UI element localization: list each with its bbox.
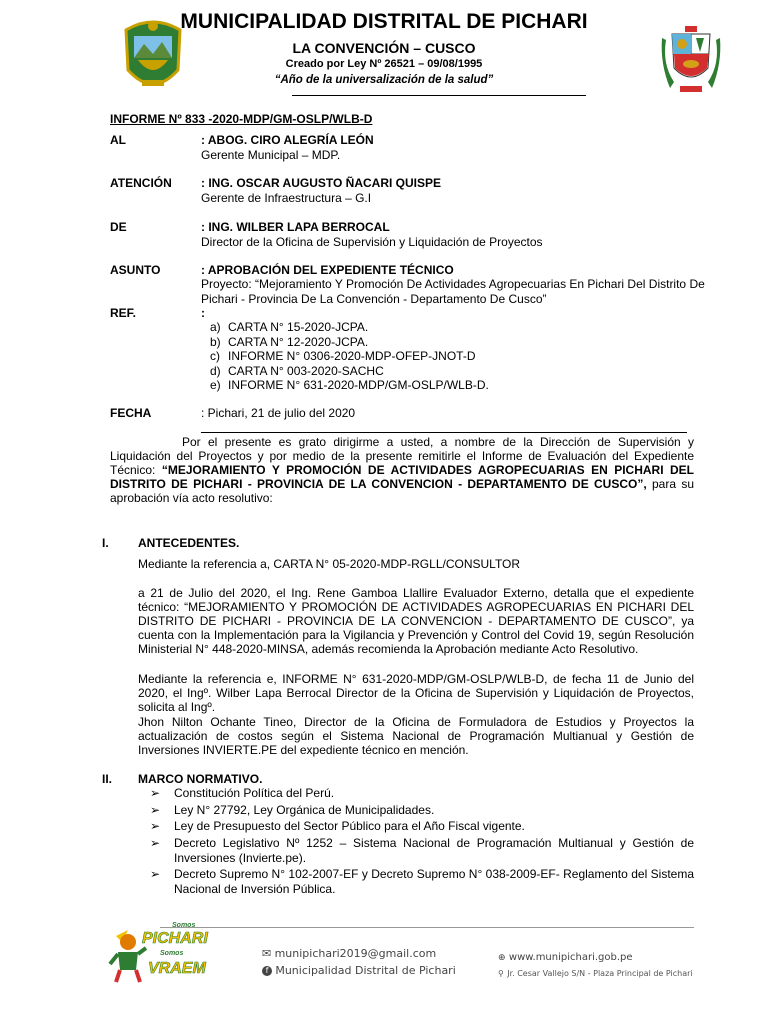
header-title: MUNICIPALIDAD DISTRITAL DE PICHARI bbox=[180, 10, 588, 33]
reference-item bbox=[210, 335, 489, 350]
normative-text: Decreto Legislativo Nº 1252 – Sistema Nacional de Programación Multianual y Gestión de Inversiones (Invierte.pe). bbox=[174, 835, 694, 865]
arrow-bullet-icon: ➢ bbox=[150, 819, 161, 833]
normative-text: Constitución Política del Perú. bbox=[174, 786, 335, 800]
location-pin-icon: ⚲ bbox=[498, 969, 504, 978]
footer-email-row bbox=[262, 946, 436, 960]
normative-item bbox=[150, 867, 694, 897]
normative-item bbox=[150, 786, 694, 801]
reference-letter: a) bbox=[210, 320, 221, 334]
antecedentes-paragraph-3: Mediante la referencia e, INFORME N° 631-2020-MDP/GM-OSLP/WLB-D, de fecha 11 de Junio del 2020, el Ingº. Wilber Lapa Berrocal Director de la Oficina de Supervisión y Liquidación de Proyectos, solicita al Ingº. bbox=[138, 672, 694, 714]
globe-icon: ⊕ bbox=[498, 953, 506, 963]
normative-text: Ley de Presupuesto del Sector Público para el Año Fiscal vigente. bbox=[174, 819, 525, 833]
reference-letter: b) bbox=[210, 334, 221, 349]
logo-somos-bottom: Somos bbox=[160, 950, 184, 957]
header-year-motto: “Año de la universalización de la salud” bbox=[274, 74, 494, 86]
field-ref-colon: : bbox=[201, 306, 205, 320]
date-divider bbox=[201, 432, 687, 433]
reference-letter: d) bbox=[210, 363, 221, 378]
intro-paragraph bbox=[110, 435, 694, 505]
footer-facebook[interactable]: Municipalidad Distrital de Pichari bbox=[275, 964, 456, 977]
field-fecha-value: : Pichari, 21 de julio del 2020 bbox=[201, 406, 356, 420]
antecedentes-paragraph-1: Mediante la referencia a, CARTA N° 05-2020-MDP-RGLL/CONSULTOR bbox=[138, 557, 521, 571]
reference-item bbox=[210, 349, 489, 364]
field-al-role: Gerente Municipal – MDP. bbox=[201, 148, 341, 162]
report-number: INFORME Nº 833 -2020-MDP/GM-OSLP/WLB-D bbox=[110, 112, 373, 126]
field-asunto-project-line2: Pichari - Provincia De La Convención - Departamento De Cusco” bbox=[201, 292, 547, 306]
field-label-al: AL bbox=[110, 133, 126, 147]
facebook-icon: f bbox=[262, 966, 272, 976]
mail-icon: ✉ bbox=[262, 947, 272, 960]
footer-web-row bbox=[498, 949, 633, 963]
intro-text: Por el presente es grato dirigirme a usted, a nombre de la Dirección de Supervisión y Liquidación del Proyectos y por medio de la presente remitirle el Informe de Evaluación del Expediente Técnico: bbox=[110, 435, 694, 477]
arrow-bullet-icon: ➢ bbox=[150, 835, 161, 850]
reference-text: INFORME N° 631-2020-MDP/GM-OSLP/WLB-D. bbox=[228, 378, 489, 392]
reference-item bbox=[210, 364, 489, 379]
field-de-name: : ING. WILBER LAPA BERROCAL bbox=[201, 220, 390, 234]
reference-text: CARTA N° 15-2020-JCPA. bbox=[228, 320, 369, 334]
field-atencion-role: Gerente de Infraestructura – G.I bbox=[201, 191, 372, 205]
section-number-2: II. bbox=[102, 772, 113, 786]
header-subtitle: LA CONVENCIÓN – CUSCO bbox=[292, 40, 476, 56]
antecedentes-paragraph-4: Jhon Nilton Ochante Tineo, Director de la Oficina de Formuladora de Estudios y Proyectos la actualización de costos según el Sistema Nacional de Programación Multianual y Gestión de Inversiones INVIERTE.PE del expediente técnico en mención. bbox=[138, 715, 694, 757]
normative-list bbox=[150, 786, 694, 899]
somos-pichari-vraem-logo bbox=[108, 922, 220, 986]
reference-item bbox=[210, 378, 489, 393]
normative-item bbox=[150, 836, 694, 866]
header-divider bbox=[292, 95, 586, 96]
footer-divider bbox=[160, 927, 694, 928]
reference-item bbox=[210, 320, 489, 335]
reference-text: INFORME N° 0306-2020-MDP-OFEP-JNOT-D bbox=[228, 349, 476, 363]
footer-facebook-row bbox=[262, 963, 456, 977]
intro-project-name: “MEJORAMIENTO Y PROMOCIÓN DE ACTIVIDADES AGROPECUARIAS EN PICHARI DEL DISTRITO DE PICHARI - PROVINCIA DE LA CONVENCION - DEPARTAMENTO DE CUSCO”, bbox=[110, 463, 694, 491]
logo-somos-top: Somos bbox=[172, 922, 196, 929]
field-al-name: : ABOG. CIRO ALEGRÍA LEÓN bbox=[201, 133, 374, 147]
antecedentes-paragraph-2: a 21 de Julio del 2020, el Ing. Rene Gamboa Llallire Evaluador Externo, detalla que el expediente técnico: “MEJORAMIENTO Y PROMOCIÓN DE ACTIVIDADES AGROPECUARIAS EN PICHARI DEL DISTRITO DE PICHARI - PROVINCIA DE LA CONVENCION - DEPARTAMENTO DE CUSCO”, ya cuenta con la Implementación para la Vigilancia y Prevención y Control del Covid 19, según Resolución Ministerial N° 448-2020-MINSA, además recomienda la Aprobación mediante Acto Resolutivo. bbox=[138, 586, 694, 656]
field-asunto-title: : APROBACIÓN DEL EXPEDIENTE TÉCNICO bbox=[201, 263, 454, 277]
field-label-fecha: FECHA bbox=[110, 406, 152, 420]
section-title-marco-normativo: MARCO NORMATIVO. bbox=[138, 772, 263, 786]
normative-item bbox=[150, 819, 694, 834]
header-creation-law: Creado por Ley Nº 26521 – 09/08/1995 bbox=[285, 58, 483, 70]
field-label-de: DE bbox=[110, 220, 127, 234]
footer-email[interactable]: munipichari2019@gmail.com bbox=[274, 947, 437, 960]
normative-text: Ley N° 27792, Ley Orgánica de Municipalidades. bbox=[174, 802, 435, 817]
field-de-role: Director de la Oficina de Supervisión y Liquidación de Proyectos bbox=[201, 235, 543, 249]
reference-list bbox=[210, 320, 489, 393]
intro-tail: para su aprobación vía acto resolutivo: bbox=[110, 477, 695, 505]
arrow-bullet-icon: ➢ bbox=[150, 867, 161, 881]
field-label-asunto: ASUNTO bbox=[110, 263, 161, 277]
field-label-ref: REF. bbox=[110, 306, 137, 320]
logo-pichari: PICHARI bbox=[142, 930, 208, 947]
field-label-atencion: ATENCIÓN bbox=[110, 176, 172, 190]
footer-address: Jr. Cesar Vallejo S/N - Plaza Principal de Pichari bbox=[507, 969, 693, 978]
arrow-bullet-icon: ➢ bbox=[150, 786, 161, 800]
footer-website[interactable]: www.munipichari.gob.pe bbox=[508, 952, 633, 963]
footer-address-row bbox=[498, 965, 693, 979]
reference-letter: e) bbox=[210, 378, 221, 392]
arrow-bullet-icon: ➢ bbox=[150, 802, 161, 817]
reference-letter: c) bbox=[210, 349, 220, 363]
normative-text: Decreto Supremo N° 102-2007-EF y Decreto Supremo N° 038-2009-EF- Reglamento del Sistema Nacional de Inversión Pública. bbox=[174, 867, 694, 896]
section-number-1: I. bbox=[102, 536, 109, 550]
section-title-antecedentes: ANTECEDENTES. bbox=[138, 536, 240, 550]
normative-item bbox=[150, 803, 694, 818]
reference-text: CARTA N° 12-2020-JCPA. bbox=[228, 334, 369, 349]
logo-vraem: VRAEM bbox=[148, 960, 206, 977]
reference-text: CARTA N° 003-2020-SACHC bbox=[228, 363, 384, 378]
field-asunto-project-line1: Proyecto: “Mejoramiento Y Promoción De Actividades Agropecuarias En Pichari Del Distrito De bbox=[201, 277, 705, 291]
peru-coat-of-arms-logo bbox=[660, 24, 722, 96]
field-atencion-name: : ING. OSCAR AUGUSTO ÑACARI QUISPE bbox=[201, 176, 442, 190]
